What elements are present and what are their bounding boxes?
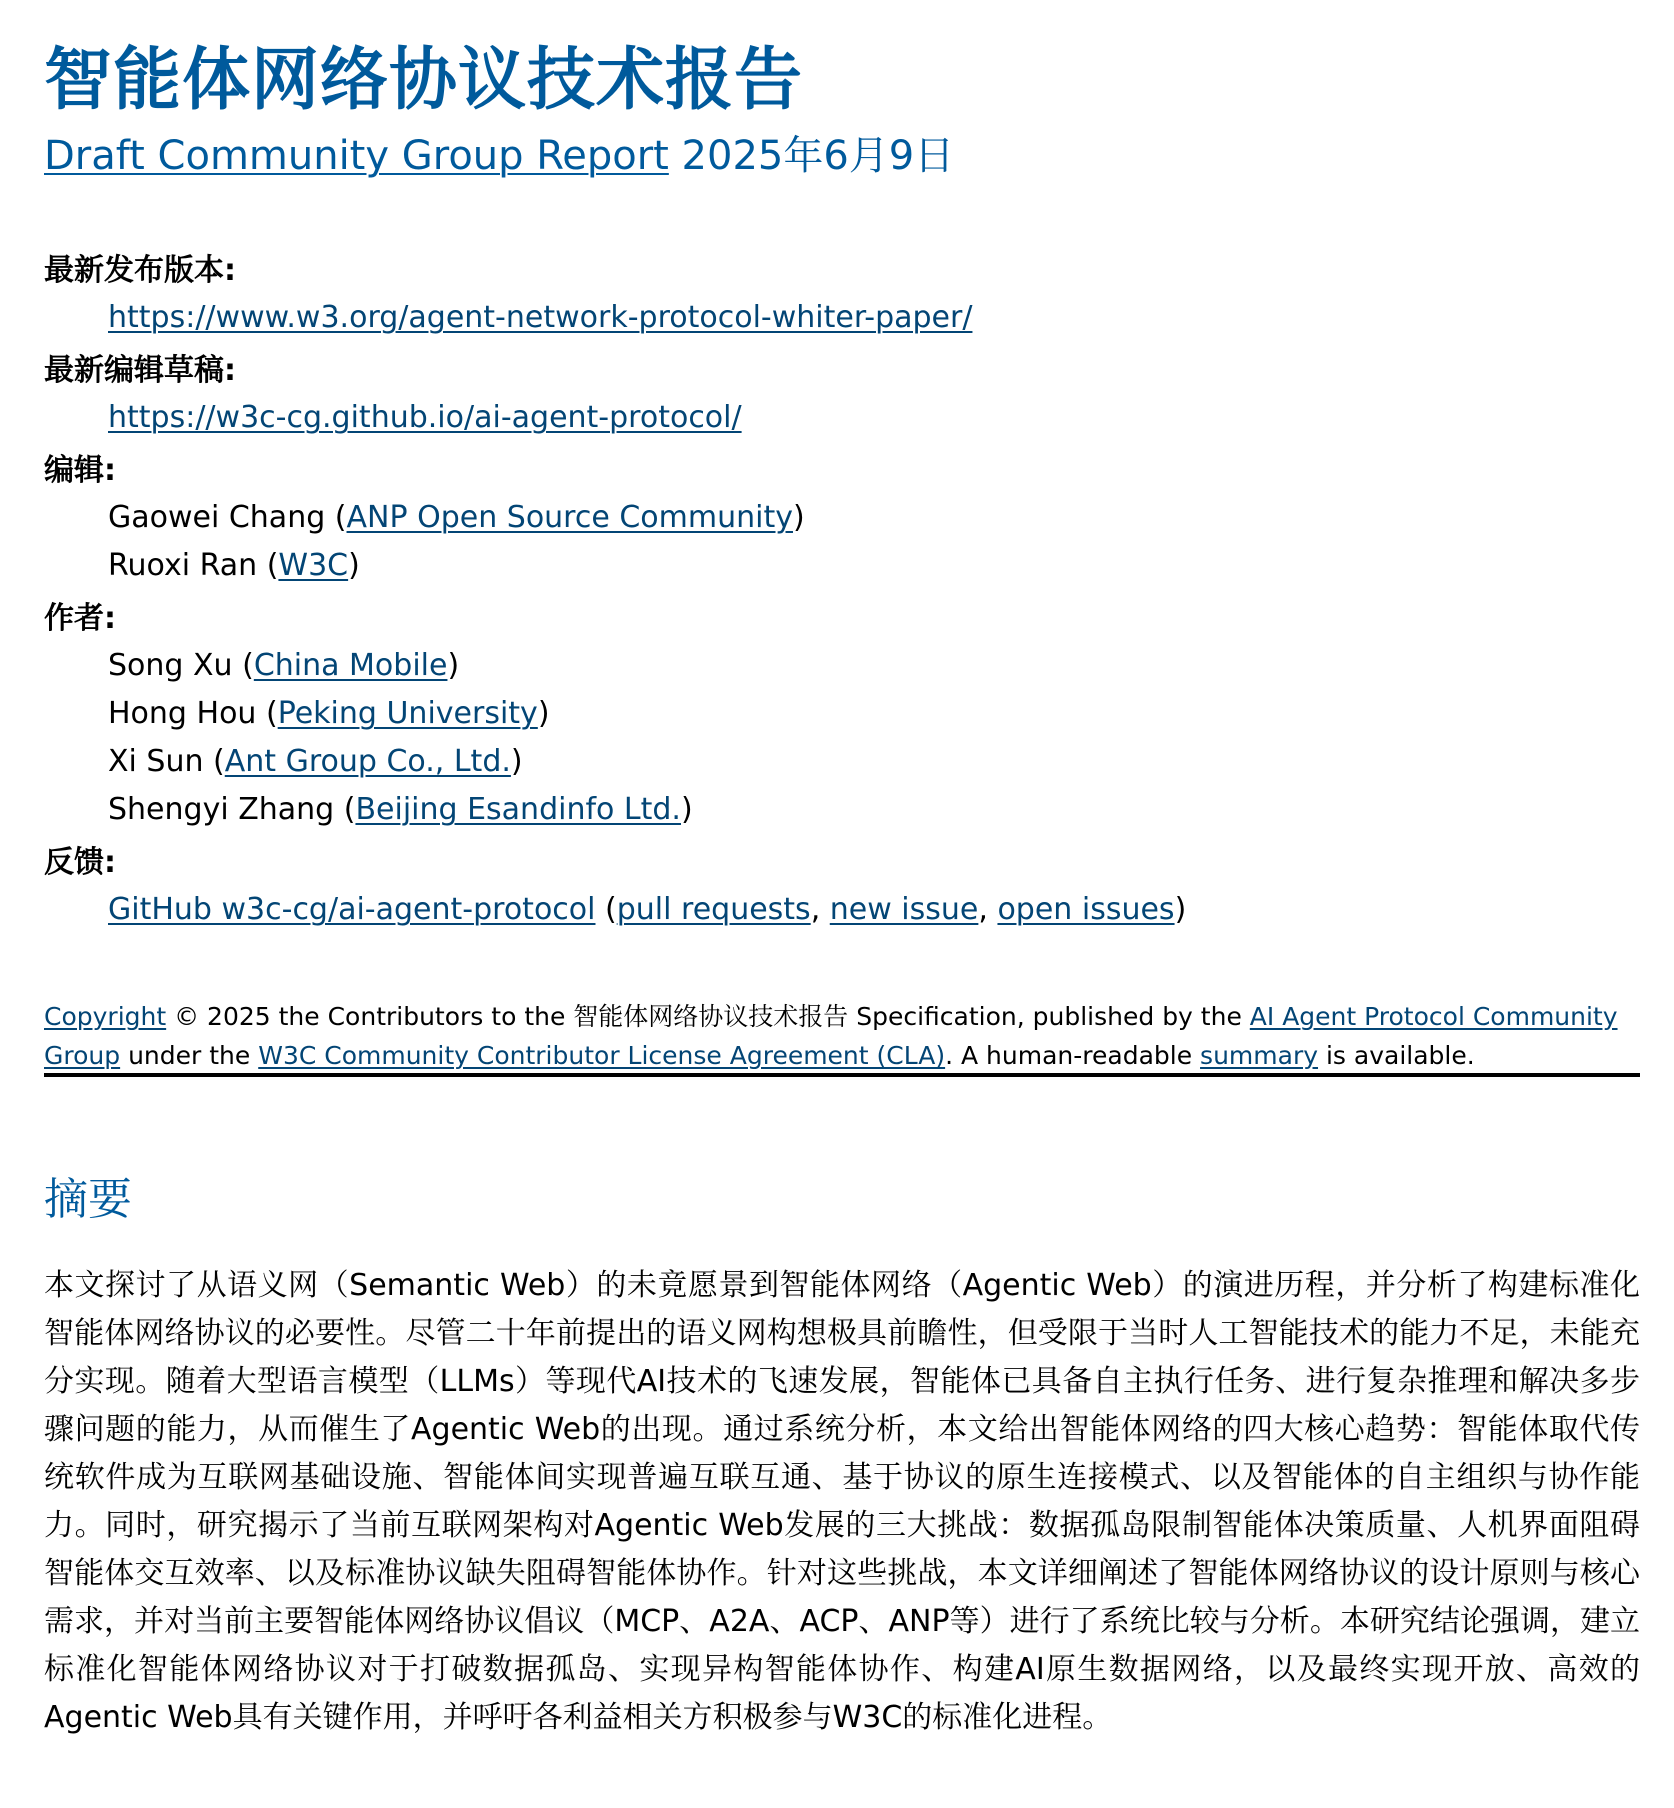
authors-label: 作者: [44, 601, 116, 636]
author-org-link[interactable]: Ant Group Co., Ltd. [224, 744, 511, 779]
editor-item: Ruoxi Ran (W3C) [108, 548, 360, 583]
copyright-link[interactable]: Copyright [44, 1002, 167, 1031]
author-org-link[interactable]: Peking University [277, 696, 538, 731]
author-item: Shengyi Zhang (Beijing Esandinfo Ltd.) [108, 792, 693, 827]
author-item: Hong Hou (Peking University) [108, 696, 550, 731]
summary-link[interactable]: summary [1200, 1041, 1319, 1070]
author-item: Xi Sun (Ant Group Co., Ltd.) [108, 744, 523, 779]
open-issues-link[interactable]: open issues [997, 892, 1175, 927]
latest-published-item [108, 294, 1640, 342]
abstract-body: 本文探讨了从语义网（Semantic Web）的未竟愿景到智能体网络（Agentic Web）的演进历程，并分析了构建标准化智能体网络协议的必要性。尽管二十年前提出的语义网构想极具前瞻性，但受限于当时人工智能技术的能力不足，未能充分实现。随着大型语言模型（LLMs）等现代AI技术的飞速发展，智能体已具备自主执行任务、进行复杂推理和解决多步骤问题的能力，从而催生了Agentic Web的出现。通过系统分析，本文给出智能体网络的四大核心趋势：智能体取代传统软件成为互联网基础设施、智能体间实现普遍互联互通、基于协议的原生连接模式、以及智能体的自主组织与协作能力。同时，研究揭示了当前互联网架构对Agentic Web发展的三大挑战：数据孤岛限制智能体决策质量、人机界面阻碍智能体交互效率、以及标准协议缺失阻碍智能体协作。针对这些挑战，本文详细阐述了智能体网络协议的设计原则与核心需求，并对当前主要智能体网络协议倡议（MCP、A2A、ACP、ANP等）进行了系统比较与分析。本研究结论强调，建立标准化智能体网络协议对于打破数据孤岛、实现异构智能体协作、构建AI原生数据网络，以及最终实现开放、高效的Agentic Web具有关键作用，并呼吁各利益相关方积极参与W3C的标准化进程。 [44, 1268, 1640, 1735]
copyright-notice [44, 997, 1640, 1075]
copyright-text: under the [120, 1041, 259, 1070]
editor-name: Gaowei Chang [108, 500, 326, 535]
latest-draft-item [108, 394, 1640, 442]
copyright-text: is available. [1318, 1041, 1475, 1070]
community-group-link[interactable]: AI Agent Protocol Community Group [44, 1002, 1618, 1070]
author-org-link[interactable]: China Mobile [253, 648, 448, 683]
feedback-label: 反馈: [44, 845, 116, 880]
report-type-link[interactable]: Draft Community Group Report [44, 133, 669, 179]
editors-label: 编辑: [44, 453, 116, 488]
section-divider [44, 1073, 1640, 1077]
cla-link[interactable]: W3C Community Contributor License Agreement (CLA) [258, 1041, 946, 1070]
abstract-heading: 摘要 [44, 1174, 132, 1225]
editor-org-link[interactable]: ANP Open Source Community [346, 500, 793, 535]
author-name: Song Xu [108, 648, 233, 683]
pull-requests-link[interactable]: pull requests [616, 892, 811, 927]
copyright-text: © 2025 the Contributors to the 智能体网络协议技术报告 Specification, published by the [166, 1002, 1250, 1031]
latest-draft-label: 最新编辑草稿: [44, 353, 236, 388]
latest-published-label: 最新发布版本: [44, 253, 236, 288]
new-issue-link[interactable]: new issue [829, 892, 979, 927]
page-title: 智能体网络协议技术报告 [44, 41, 804, 120]
report-subtitle [44, 128, 954, 184]
report-date: 2025年6月9日 [668, 133, 955, 179]
author-name: Shengyi Zhang [108, 792, 335, 827]
editor-name: Ruoxi Ran [108, 548, 258, 583]
latest-draft-link[interactable]: https://w3c-cg.github.io/ai-agent-protocol/ [108, 400, 742, 435]
author-name: Hong Hou [108, 696, 257, 731]
github-repo-link[interactable]: GitHub w3c-cg/ai-agent-protocol [108, 892, 596, 927]
author-name: Xi Sun [108, 744, 204, 779]
editor-item: Gaowei Chang (ANP Open Source Community) [108, 500, 805, 535]
editor-org-link[interactable]: W3C [278, 548, 349, 583]
document-metadata [44, 248, 1640, 934]
copyright-text: . A human-readable [945, 1041, 1201, 1070]
author-org-link[interactable]: Beijing Esandinfo Ltd. [355, 792, 681, 827]
author-item: Song Xu (China Mobile) [108, 648, 460, 683]
feedback-item: GitHub w3c-cg/ai-agent-protocol (pull requests, new issue, open issues) [108, 892, 1187, 927]
latest-published-link[interactable]: https://www.w3.org/agent-network-protocol-whiter-paper/ [108, 300, 973, 335]
